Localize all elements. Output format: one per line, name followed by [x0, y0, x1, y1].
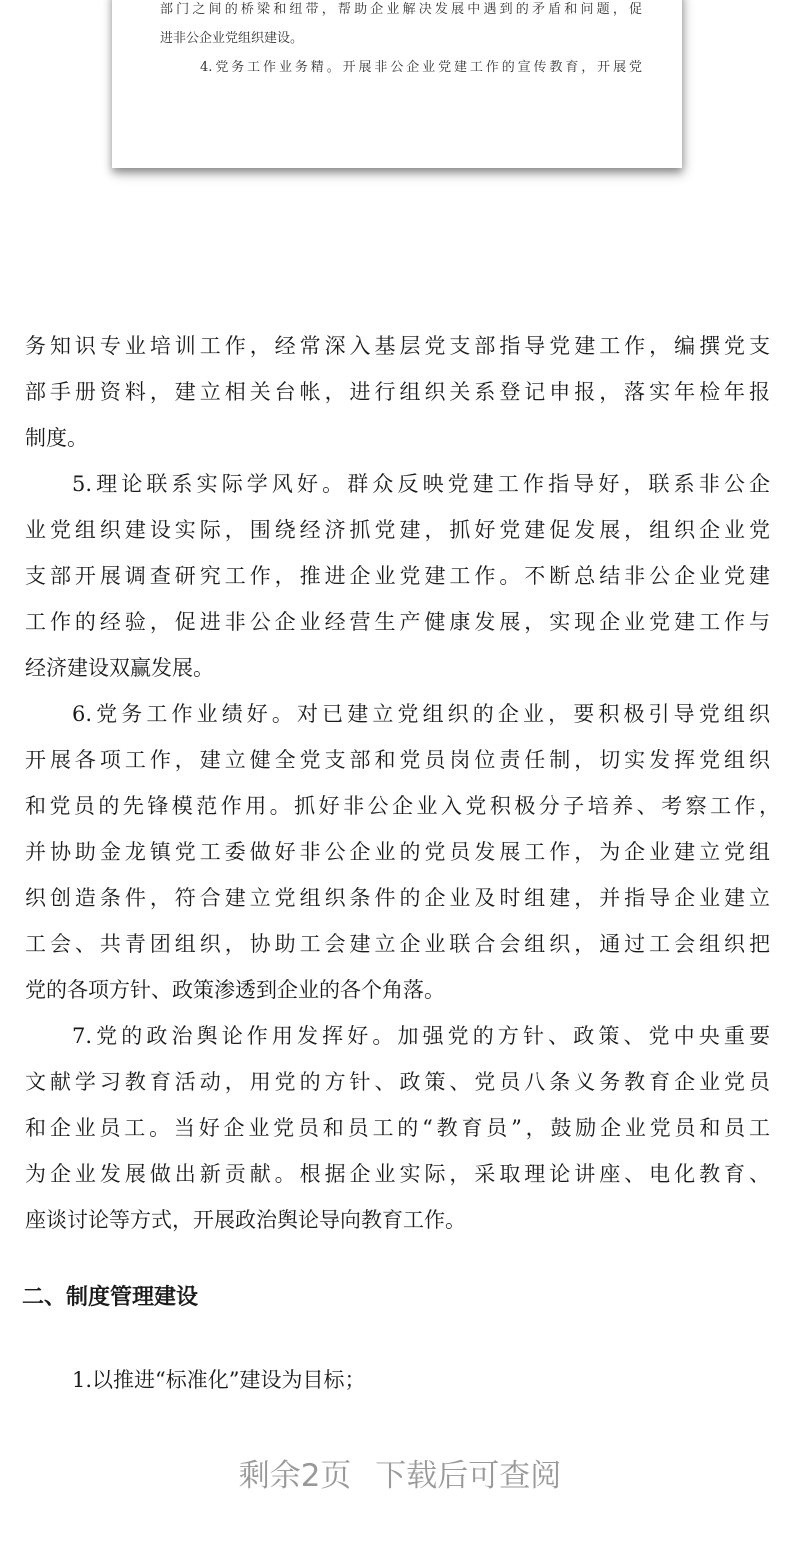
- body-line: 6.党务工作业绩好。对已建立党组织的企业，要积极引导党组织: [72, 702, 770, 726]
- body-line: 和企业员工。当好企业党员和员工的“教育员”，鼓励企业党员和员工: [25, 1116, 770, 1140]
- body-line: 并协助金龙镇党工委做好非公企业的党员发展工作，为企业建立党组: [25, 840, 770, 864]
- body-line: 经济建设双赢发展。: [25, 656, 214, 680]
- body-line: 部手册资料，建立相关台帐，进行组织关系登记申报，落实年检年报: [25, 380, 770, 404]
- section-heading: 二、制度管理建设: [22, 1285, 199, 1310]
- section-item: 1.以推进“标准化”建设为目标；: [72, 1368, 366, 1392]
- preview-line: 4.党务工作业务精。开展非公企业党建工作的宣传教育，开展党: [200, 60, 642, 75]
- body-line: 工会、共青团组织，协助工会建立企业联合会组织，通过工会组织把: [25, 932, 770, 956]
- body-line: 工作的经验，促进非公企业经营生产健康发展，实现企业党建工作与: [25, 610, 770, 634]
- body-line: 和党员的先锋模范作用。抓好非公企业入党积极分子培养、考察工作，: [25, 794, 780, 818]
- body-line: 文献学习教育活动，用党的方针、政策、党员八条义务教育企业党员: [25, 1070, 770, 1094]
- body-line: 5.理论联系实际学风好。群众反映党建工作指导好，联系非公企: [72, 472, 770, 496]
- preview-page: [112, 0, 682, 168]
- body-line: 为企业发展做出新贡献。根据企业实际，采取理论讲座、电化教育、: [25, 1162, 770, 1186]
- remaining-pages-notice[interactable]: 剩余2页 下载后可查阅: [238, 1458, 562, 1494]
- body-line: 开展各项工作，建立健全党支部和党员岗位责任制，切实发挥党组织: [25, 748, 770, 772]
- body-line: 党的各项方针、政策渗透到企业的各个角落。: [25, 978, 445, 1002]
- body-line: 座谈讨论等方式，开展政治舆论导向教育工作。: [25, 1208, 466, 1232]
- body-line: 业党组织建设实际，围绕经济抓党建，抓好党建促发展，组织企业党: [25, 518, 770, 542]
- body-line: 务知识专业培训工作，经常深入基层党支部指导党建工作，编撰党支: [25, 334, 770, 358]
- preview-line: 进非公企业党组织建设。: [160, 31, 304, 46]
- body-line: 织创造条件，符合建立党组织条件的企业及时组建，并指导企业建立: [25, 886, 770, 910]
- body-line: 制度。: [25, 426, 88, 450]
- preview-line: 部门之间的桥梁和纽带，帮助企业解决发展中遇到的矛盾和问题，促: [160, 2, 642, 17]
- body-line: 支部开展调查研究工作，推进企业党建工作。不断总结非公企业党建: [25, 564, 770, 588]
- body-line: 7.党的政治舆论作用发挥好。加强党的方针、政策、党中央重要: [72, 1024, 770, 1048]
